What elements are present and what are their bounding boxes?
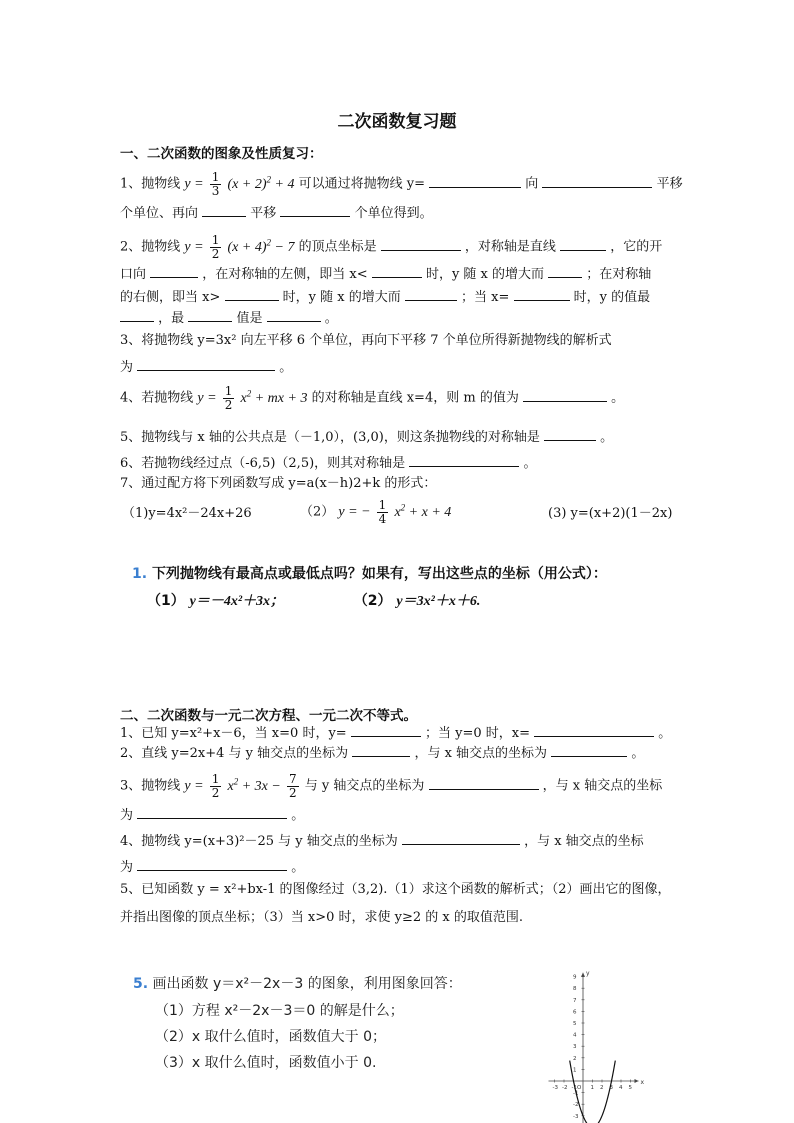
- answer-blank[interactable]: [542, 174, 652, 188]
- x-tick-label: -1: [571, 1085, 577, 1091]
- answer-blank[interactable]: [405, 287, 457, 301]
- question-1-4: 4、若抛物线 y = $\frac{1}{2}$ $x^2$ + mx + 3 的对称轴是直线 x=4，则 m 的值为 。: [120, 383, 625, 412]
- x-tick-label: 3: [609, 1085, 613, 1091]
- answer-blank[interactable]: [352, 743, 410, 757]
- question-2-5: 5、已知函数 y = x²+bx-1 的图像经过（3,2).（1）求这个函数的解析式；（2）画出它的图像，: [120, 882, 671, 897]
- parabola-graph: [540, 960, 664, 1123]
- answer-blank[interactable]: [534, 723, 654, 737]
- y-tick-label: 9: [573, 974, 577, 981]
- answer-blank[interactable]: [429, 174, 521, 188]
- x-axis-label: x: [640, 1079, 645, 1086]
- answer-blank[interactable]: [372, 264, 422, 278]
- x-tick-label: 5: [628, 1085, 632, 1091]
- answer-blank[interactable]: [202, 203, 246, 217]
- question-1-2: 2、抛物线 y = $\frac{1}{2}$ $(x + 4)^2 - 7$ 的顶点坐标是 ，对称轴是直线 ，它的开: [120, 232, 663, 261]
- exercise-box-5: 5. 画出函数 y＝x²－2x－3 的图象，利用图象回答：: [133, 976, 462, 992]
- page-title: 二次函数复习题: [337, 112, 457, 132]
- y-tick-label: 5: [573, 1021, 577, 1027]
- x-tick-label: -2: [562, 1085, 568, 1091]
- question-1-7: 7、通过配方将下列函数写成 y=a(x－h)2+k 的形式：: [120, 476, 437, 491]
- answer-blank[interactable]: [544, 427, 596, 441]
- question-2-1: 1、已知 y=x²+x－6，当 x=0 时，y= ；当 y=0 时，x= 。: [120, 723, 671, 743]
- question-1-6: 6、若抛物线经过点（-6,5)（2,5)，则其对称轴是 。: [120, 453, 536, 473]
- origin-label: O: [577, 1085, 582, 1091]
- y-tick-label: 1: [573, 1067, 577, 1074]
- answer-blank[interactable]: [267, 308, 321, 322]
- y-tick-label: 2: [573, 1055, 577, 1062]
- answer-blank[interactable]: [429, 776, 539, 790]
- answer-blank[interactable]: [137, 857, 287, 871]
- answer-blank[interactable]: [409, 453, 519, 467]
- y-tick-label: 7: [573, 997, 577, 1004]
- x-tick-label: 1: [590, 1085, 594, 1091]
- answer-blank[interactable]: [381, 237, 461, 251]
- x-tick-label: 2: [600, 1085, 604, 1091]
- question-2-3: 3、抛物线 y = $\frac{1}{2}$ $x^2 + 3x$ − $\frac{7}{2}$ 与 y 轴交点的坐标为 ，与 x 轴交点的坐标: [120, 771, 663, 800]
- y-tick-label: 4: [573, 1032, 577, 1039]
- y-tick-label: 3: [573, 1044, 577, 1051]
- question-2-4: 4、抛物线 y=(x+3)²－25 与 y 轴交点的坐标为 ，与 x 轴交点的坐标: [120, 831, 644, 851]
- answer-blank[interactable]: [137, 805, 287, 819]
- answer-blank[interactable]: [351, 723, 421, 737]
- formula-1: y =: [184, 176, 204, 192]
- answer-blank[interactable]: [548, 264, 582, 278]
- y-axis-arrow: [581, 973, 585, 977]
- x-tick-label: 4: [619, 1085, 623, 1091]
- y-tick-label: 6: [573, 1009, 577, 1016]
- x-axis-arrow: [635, 1079, 639, 1083]
- answer-blank[interactable]: [523, 388, 607, 402]
- question-1-3: 3、将抛物线 y=3x² 向左平移 6 个单位，再向下平移 7 个单位所得新抛物线的解析式: [120, 333, 612, 348]
- answer-blank[interactable]: [137, 357, 275, 371]
- section2-heading: 二、二次函数与一元二次方程、一元二次不等式。: [120, 708, 417, 724]
- exercise-box-1: 1. 下列抛物线有最高点或最低点吗？如果有，写出这些点的坐标（用公式）：: [132, 566, 607, 582]
- y-axis-label: y: [586, 969, 590, 977]
- answer-blank[interactable]: [402, 831, 520, 845]
- question-1-1: 1、抛物线 y = $\frac{1}{3}$ $(x + 2)^2 + 4$ 可以通过将抛物线 y= 向 平移: [120, 169, 683, 198]
- y-tick-label: 8: [573, 986, 577, 993]
- answer-blank[interactable]: [188, 308, 232, 322]
- section1-heading: 一、二次函数的图象及性质复习：: [120, 146, 323, 162]
- question-1-5: 5、抛物线与 x 轴的公共点是（－1,0），(3,0)，则这条抛物线的对称轴是 。: [120, 427, 613, 447]
- answer-blank[interactable]: [225, 287, 279, 301]
- answer-blank[interactable]: [150, 264, 198, 278]
- answer-blank[interactable]: [280, 203, 350, 217]
- answer-blank[interactable]: [560, 237, 606, 251]
- y-tick-label: -1: [573, 1090, 579, 1097]
- y-tick-label: -2: [573, 1102, 579, 1109]
- y-tick-label: -3: [573, 1113, 579, 1120]
- answer-blank[interactable]: [514, 287, 570, 301]
- answer-blank[interactable]: [551, 743, 627, 757]
- question-2-2: 2、直线 y=2x+4 与 y 轴交点的坐标为 ，与 x 轴交点的坐标为 。: [120, 743, 644, 763]
- x-tick-label: -3: [552, 1085, 558, 1091]
- answer-blank[interactable]: [120, 308, 154, 322]
